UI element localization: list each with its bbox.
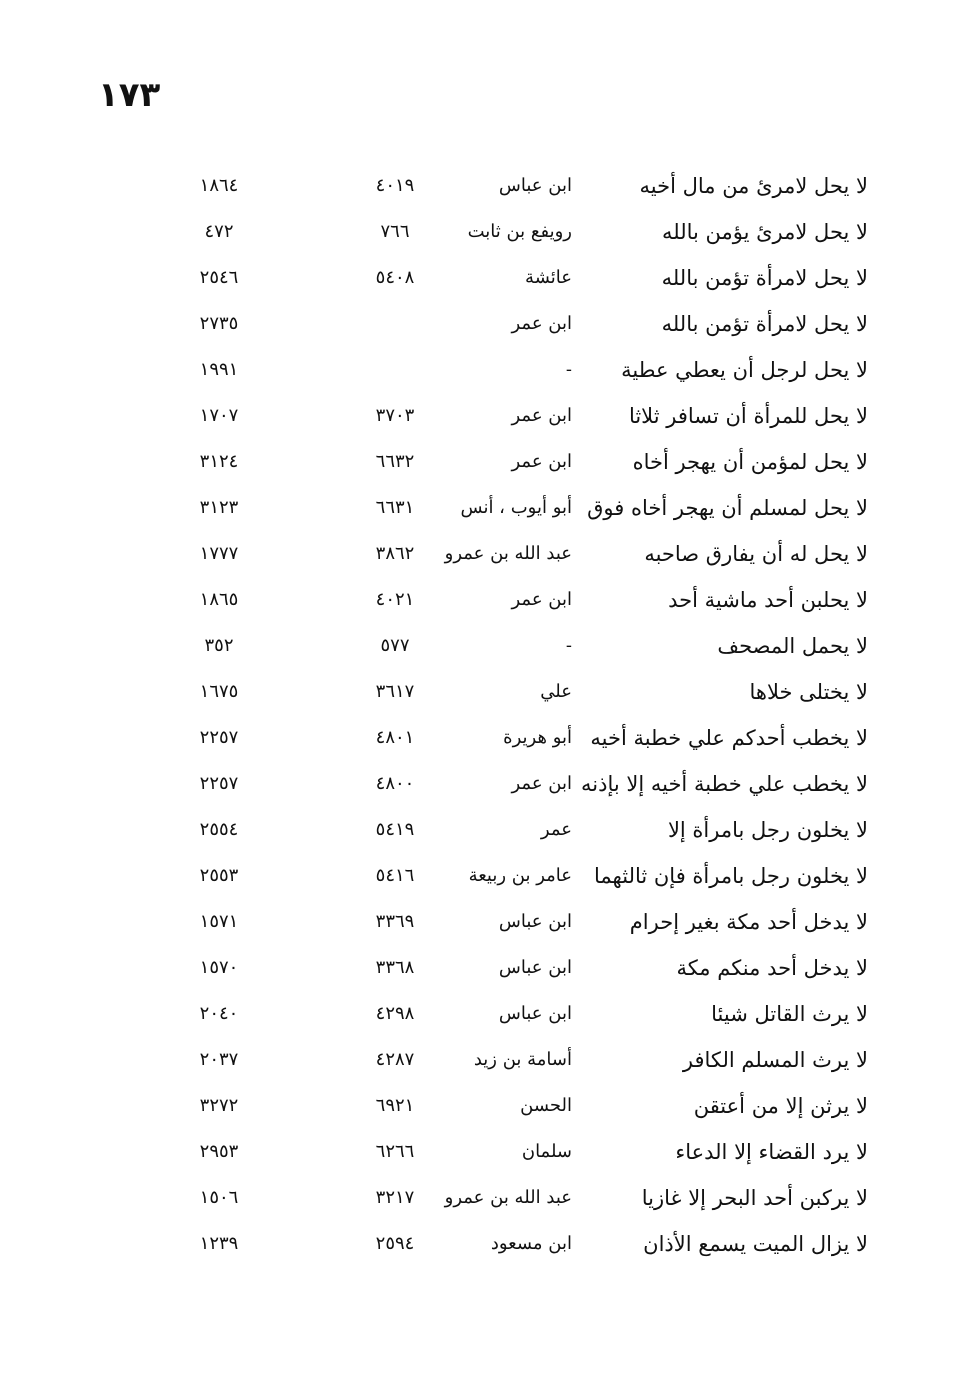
table-row <box>0 761 956 807</box>
reference-number-2: ١٦٧٥ <box>199 681 239 702</box>
table-row <box>0 347 956 393</box>
reference-number-1: ٣٣٦٨ <box>375 957 415 978</box>
hadith-text: لا يحمل المصحف <box>717 634 868 658</box>
narrator: سلمان <box>521 1141 572 1162</box>
table-row <box>0 1175 956 1221</box>
reference-number-2: ٣١٢٤ <box>199 451 239 472</box>
table-row <box>0 807 956 853</box>
narrator: ابن عمر <box>511 589 572 610</box>
table-row <box>0 853 956 899</box>
hadith-text: لا يحل له أن يفارق صاحبه <box>644 542 868 566</box>
reference-number-1 <box>352 347 438 393</box>
narrator: عامر بن ربيعة <box>468 865 572 886</box>
hadith-text: لا يحل لامرئ يؤمن بالله <box>661 220 868 244</box>
table-row <box>0 991 956 1037</box>
reference-number-2: ٢٢٥٧ <box>199 727 239 748</box>
narrator: ابن عمر <box>511 451 572 472</box>
table-row <box>0 439 956 485</box>
reference-number-2: ٢٥٤٦ <box>199 267 239 288</box>
reference-number-1 <box>352 301 438 347</box>
hadith-text: لا يزال الميت يسمع الأذان <box>643 1232 868 1256</box>
table-row <box>0 163 956 209</box>
narrator: عائشة <box>525 267 572 288</box>
reference-number-2: ١٨٦٥ <box>199 589 239 610</box>
reference-number-2: ٣٥٢ <box>204 635 234 656</box>
hadith-text: لا يرث القاتل شيئا <box>711 1002 868 1026</box>
reference-number-2: ٢٠٤٠ <box>199 1003 239 1024</box>
table-row <box>0 393 956 439</box>
hadith-text: لا يرد القضاء إلا الدعاء <box>675 1140 868 1164</box>
reference-number-1: ٣٢١٧ <box>375 1187 415 1208</box>
narrator: ابن عباس <box>498 175 572 196</box>
hadith-text: لا يرثن إلا من أعتقن <box>693 1094 868 1118</box>
reference-number-1: ٣٧٠٣ <box>375 405 415 426</box>
narrator: عبد الله بن عمرو <box>444 1187 572 1208</box>
reference-number-1: ٤٨٠٠ <box>375 773 415 794</box>
narrator: علي <box>540 681 572 702</box>
narrator: ابن عمر <box>511 773 572 794</box>
narrator: ابن عمر <box>511 313 572 334</box>
reference-number-1: ٣٦١٧ <box>375 681 415 702</box>
hadith-text: لا يرث المسلم الكافر <box>682 1048 868 1072</box>
narrator: عبد الله بن عمرو <box>444 543 572 564</box>
reference-number-2: ٢٩٥٣ <box>199 1141 239 1162</box>
reference-number-1: ٦٢٦٦ <box>375 1141 415 1162</box>
reference-number-1: ٦٦٣١ <box>375 497 415 518</box>
table-row <box>0 209 956 255</box>
table-row <box>0 899 956 945</box>
reference-number-1: ٥٤١٦ <box>375 865 415 886</box>
page-number: ١٧٣ <box>98 75 161 115</box>
table-row <box>0 1221 956 1267</box>
reference-number-2: ٣١٢٣ <box>199 497 239 518</box>
reference-number-1: ٥٤١٩ <box>375 819 415 840</box>
hadith-text: لا يركبن أحد البحر إلا غازيا <box>641 1186 868 1210</box>
table-row <box>0 1129 956 1175</box>
narrator: ابن عباس <box>498 1003 572 1024</box>
narrator: أبو أيوب ، أنس <box>460 497 572 518</box>
reference-number-2: ٢٧٣٥ <box>199 313 239 334</box>
hadith-text: لا يخلون رجل بامرأة فإن ثالثهما <box>594 864 868 888</box>
reference-number-2: ١٧٠٧ <box>199 405 239 426</box>
table-row <box>0 715 956 761</box>
reference-number-2: ١٧٧٧ <box>199 543 239 564</box>
reference-number-1: ٦٩٢١ <box>375 1095 415 1116</box>
reference-number-1: ٥٧٧ <box>380 635 410 656</box>
reference-number-1: ٣٣٦٩ <box>375 911 415 932</box>
reference-number-1: ٣٨٦٢ <box>375 543 415 564</box>
hadith-text: لا يحلبن أحد ماشية أحد <box>668 588 868 612</box>
narrator: - <box>565 635 572 656</box>
narrator: - <box>565 359 572 380</box>
hadith-text: لا يحل للمرأة أن تسافر ثلاثا <box>628 404 868 428</box>
narrator: ابن عمر <box>511 405 572 426</box>
reference-number-1: ٦٦٣٢ <box>375 451 415 472</box>
narrator: ابن عباس <box>498 957 572 978</box>
hadith-text: لا يخطب أحدكم علي خطبة أخيه <box>590 726 868 750</box>
reference-number-2: ٢٢٥٧ <box>199 773 239 794</box>
narrator: عمر <box>540 819 572 840</box>
reference-number-2: ٢٥٥٣ <box>199 865 239 886</box>
narrator: ابن عباس <box>498 911 572 932</box>
reference-number-2: ١٥٠٦ <box>199 1187 239 1208</box>
table-row <box>0 485 956 531</box>
hadith-text: لا يختلى خلاها <box>749 680 868 704</box>
reference-number-2: ٤٧٢ <box>204 221 234 242</box>
hadith-text: لا يحل لمؤمن أن يهجر أخاه <box>632 450 868 474</box>
hadith-text: لا يخطب علي خطبة أخيه إلا بإذنه <box>581 772 868 796</box>
reference-number-2: ١٢٣٩ <box>199 1233 239 1254</box>
reference-number-1: ٥٤٠٨ <box>375 267 415 288</box>
hadith-text: لا يدخل أحد منكم مكة <box>676 956 868 980</box>
hadith-text: لا يحل لمسلم أن يهجر أخاه فوق <box>587 496 868 520</box>
table-row <box>0 255 956 301</box>
reference-number-2: ٣٢٧٢ <box>199 1095 239 1116</box>
narrator: رويفع بن ثابت <box>467 221 572 242</box>
reference-number-1: ٤٨٠١ <box>375 727 415 748</box>
reference-number-2: ١٥٧٠ <box>199 957 239 978</box>
narrator: الحسن <box>520 1095 572 1116</box>
hadith-text: لا يحل لرجل أن يعطي عطية <box>621 358 868 382</box>
table-row <box>0 1037 956 1083</box>
reference-number-2: ١٥٧١ <box>199 911 239 932</box>
narrator: أسامة بن زيد <box>473 1049 572 1070</box>
reference-number-2: ١٨٦٤ <box>199 175 239 196</box>
narrator: أبو هريرة <box>503 727 572 748</box>
reference-number-1: ٧٦٦ <box>380 221 410 242</box>
hadith-text: لا يحل لامرأة تؤمن بالله <box>661 312 868 336</box>
hadith-text: لا يحل لامرأة تؤمن بالله <box>661 266 868 290</box>
reference-number-1: ٤٢٩٨ <box>375 1003 415 1024</box>
reference-number-1: ٤٠٢١ <box>375 589 415 610</box>
table-row <box>0 945 956 991</box>
reference-number-2: ٢٥٥٤ <box>199 819 239 840</box>
hadith-text: لا يدخل أحد مكة بغير إحرام <box>629 910 868 934</box>
hadith-index-table <box>0 163 956 1267</box>
table-row <box>0 669 956 715</box>
table-row <box>0 577 956 623</box>
narrator: ابن مسعود <box>490 1233 572 1254</box>
reference-number-1: ٤٢٨٧ <box>375 1049 415 1070</box>
reference-number-2: ١٩٩١ <box>199 359 239 380</box>
reference-number-1: ٢٥٩٤ <box>375 1233 415 1254</box>
table-row <box>0 531 956 577</box>
hadith-text: لا يحل لامرئ من مال أخيه <box>639 174 868 198</box>
table-row <box>0 301 956 347</box>
hadith-text: لا يخلون رجل بامرأة إلا <box>667 818 868 842</box>
reference-number-1: ٤٠١٩ <box>375 175 415 196</box>
table-row <box>0 623 956 669</box>
reference-number-2: ٢٠٣٧ <box>199 1049 239 1070</box>
table-row <box>0 1083 956 1129</box>
